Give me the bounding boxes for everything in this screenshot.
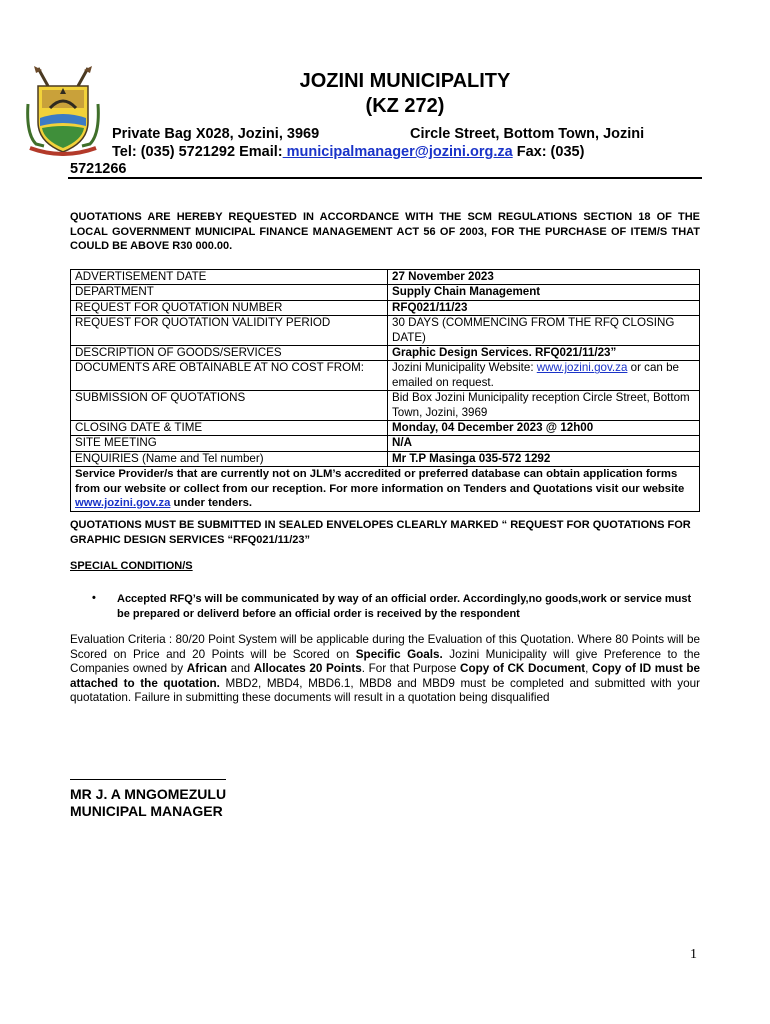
table-row (71, 436, 700, 451)
street-address: Circle Street, Bottom Town, Jozini (410, 126, 645, 142)
eval-bold: Allocates 20 Points (253, 662, 362, 676)
row-value: Mr T.P Masinga 035-572 1292 (388, 451, 700, 466)
row-key: CLOSING DATE & TIME (71, 421, 388, 436)
email-link[interactable]: municipalmanager@jozini.org.za (282, 144, 513, 160)
table-row (71, 316, 700, 346)
row-value: Supply Chain Management (388, 285, 700, 300)
row-key: SITE MEETING (71, 436, 388, 451)
table-row (71, 391, 700, 421)
contact-line (112, 144, 584, 160)
eval-text: MBD2, MBD4, MBD6.1, MBD8 and MBD9 must be completed and submitted with your quotatation. Failure in submitting these documents will result in a quotation being disqualified (70, 676, 700, 705)
intro-paragraph: QUOTATIONS ARE HEREBY REQUESTED IN ACCORDANCE WITH THE SCM REGULATIONS SECTION 18 OF THE LOCAL GOVERNMENT MUNICIPAL FINANCE MANAGEMENT ACT 56 OF 2003, FOR THE PURCHASE OF ITEM/S THAT COULD BE ABOVE R30 000.00. (70, 211, 700, 252)
row-key: ENQUIRIES (Name and Tel number) (71, 451, 388, 466)
table-row (71, 421, 700, 436)
page-number: 1 (690, 947, 697, 962)
table-footer-note (71, 467, 700, 511)
footer-suffix: under tenders. (170, 497, 253, 510)
eval-bold: African (186, 662, 228, 676)
municipal-coat-of-arms-logo (24, 64, 102, 156)
tel-email-label: Tel: (035) 5721292 Email: (112, 144, 283, 160)
row-value: Monday, 04 December 2023 @ 12h00 (388, 421, 700, 436)
municipality-code: (KZ 272) (365, 95, 445, 117)
table-row (71, 285, 700, 300)
row-value: 30 DAYS (COMMENCING FROM THE RFQ CLOSING DATE) (388, 316, 700, 346)
row-key: DOCUMENTS ARE OBTAINABLE AT NO COST FROM: (71, 361, 388, 391)
header-divider (68, 177, 702, 179)
fax-number-continued: 5721266 (70, 161, 127, 177)
row-key: REQUEST FOR QUOTATION VALIDITY PERIOD (71, 316, 388, 346)
eval-bold: Copy of CK Document (460, 662, 586, 676)
table-footer-row (71, 467, 700, 511)
eval-text: and (227, 662, 254, 676)
eval-text: , (585, 662, 593, 676)
eval-bold: Copy of ID must be attached to the quotation. (70, 662, 700, 690)
table-row (71, 346, 700, 361)
website-link[interactable]: www.jozini.gov.za (536, 361, 628, 375)
bullet-icon: • (92, 592, 96, 604)
row-key: ADVERTISEMENT DATE (71, 270, 388, 285)
evaluation-criteria-paragraph (70, 633, 700, 706)
row-value: Graphic Design Services. RFQ021/11/23” (388, 346, 700, 361)
row-value: 27 November 2023 (388, 270, 700, 285)
table-row (71, 300, 700, 315)
signatory-name: MR J. A MNGOMEZULU (70, 786, 227, 802)
signatory-title: MUNICIPAL MANAGER (70, 803, 223, 819)
row-value: RFQ021/11/23 (388, 300, 700, 315)
footer-website-link[interactable]: www.jozini.gov.za (75, 497, 171, 510)
eval-bold: Specific Goals. (355, 647, 443, 661)
row-key: SUBMISSION OF QUOTATIONS (71, 391, 388, 421)
eval-text: Evaluation Criteria : 80/20 Point System will be applicable during the Evaluation of this Quotation. Where 80 Points will be Scored on Price and 20 Points will be Scored on (70, 633, 700, 661)
special-conditions-heading: SPECIAL CONDITION/S (70, 560, 193, 572)
row-value: Bid Box Jozini Municipality reception Circle Street, Bottom Town, Jozini, 3969 (388, 391, 700, 421)
website-suffix: or can be emailed on request. (392, 361, 679, 389)
fax-label: Fax: (035) (512, 144, 585, 160)
table-row (71, 361, 700, 391)
postal-address: Private Bag X028, Jozini, 3969 (112, 126, 320, 142)
special-condition-item: Accepted RFQ’s will be communicated by way of an official order. Accordingly,no goods,work or service must be prepared or deliverd before an official order is received by the respondent (117, 593, 692, 620)
footer-text: Service Provider/s that are currently not on JLM’s accredited or preferred database can obtain application forms from our website or collect from our reception. For more information on Tenders and Quotations visit our website (75, 468, 685, 495)
eval-text: Jozini Municipality will give Preference to the Companies owned by (70, 647, 700, 676)
website-prefix: Jozini Municipality Website: (392, 361, 537, 375)
eval-text: . For that Purpose (361, 662, 460, 676)
signature-line (70, 779, 226, 780)
row-key: DESCRIPTION OF GOODS/SERVICES (71, 346, 388, 361)
row-key: REQUEST FOR QUOTATION NUMBER (71, 300, 388, 315)
submission-notice: QUOTATIONS MUST BE SUBMITTED IN SEALED ENVELOPES CLEARLY MARKED “ REQUEST FOR QUOTATIONS FOR GRAPHIC DESIGN SERVICES “RFQ021/11/23” (70, 519, 691, 546)
table-row (71, 270, 700, 285)
row-value (388, 361, 700, 391)
row-key: DEPARTMENT (71, 285, 388, 300)
municipality-name: JOZINI MUNICIPALITY (299, 70, 511, 92)
row-value: N/A (388, 436, 700, 451)
table-row (71, 451, 700, 466)
rfq-details-table (70, 269, 700, 512)
